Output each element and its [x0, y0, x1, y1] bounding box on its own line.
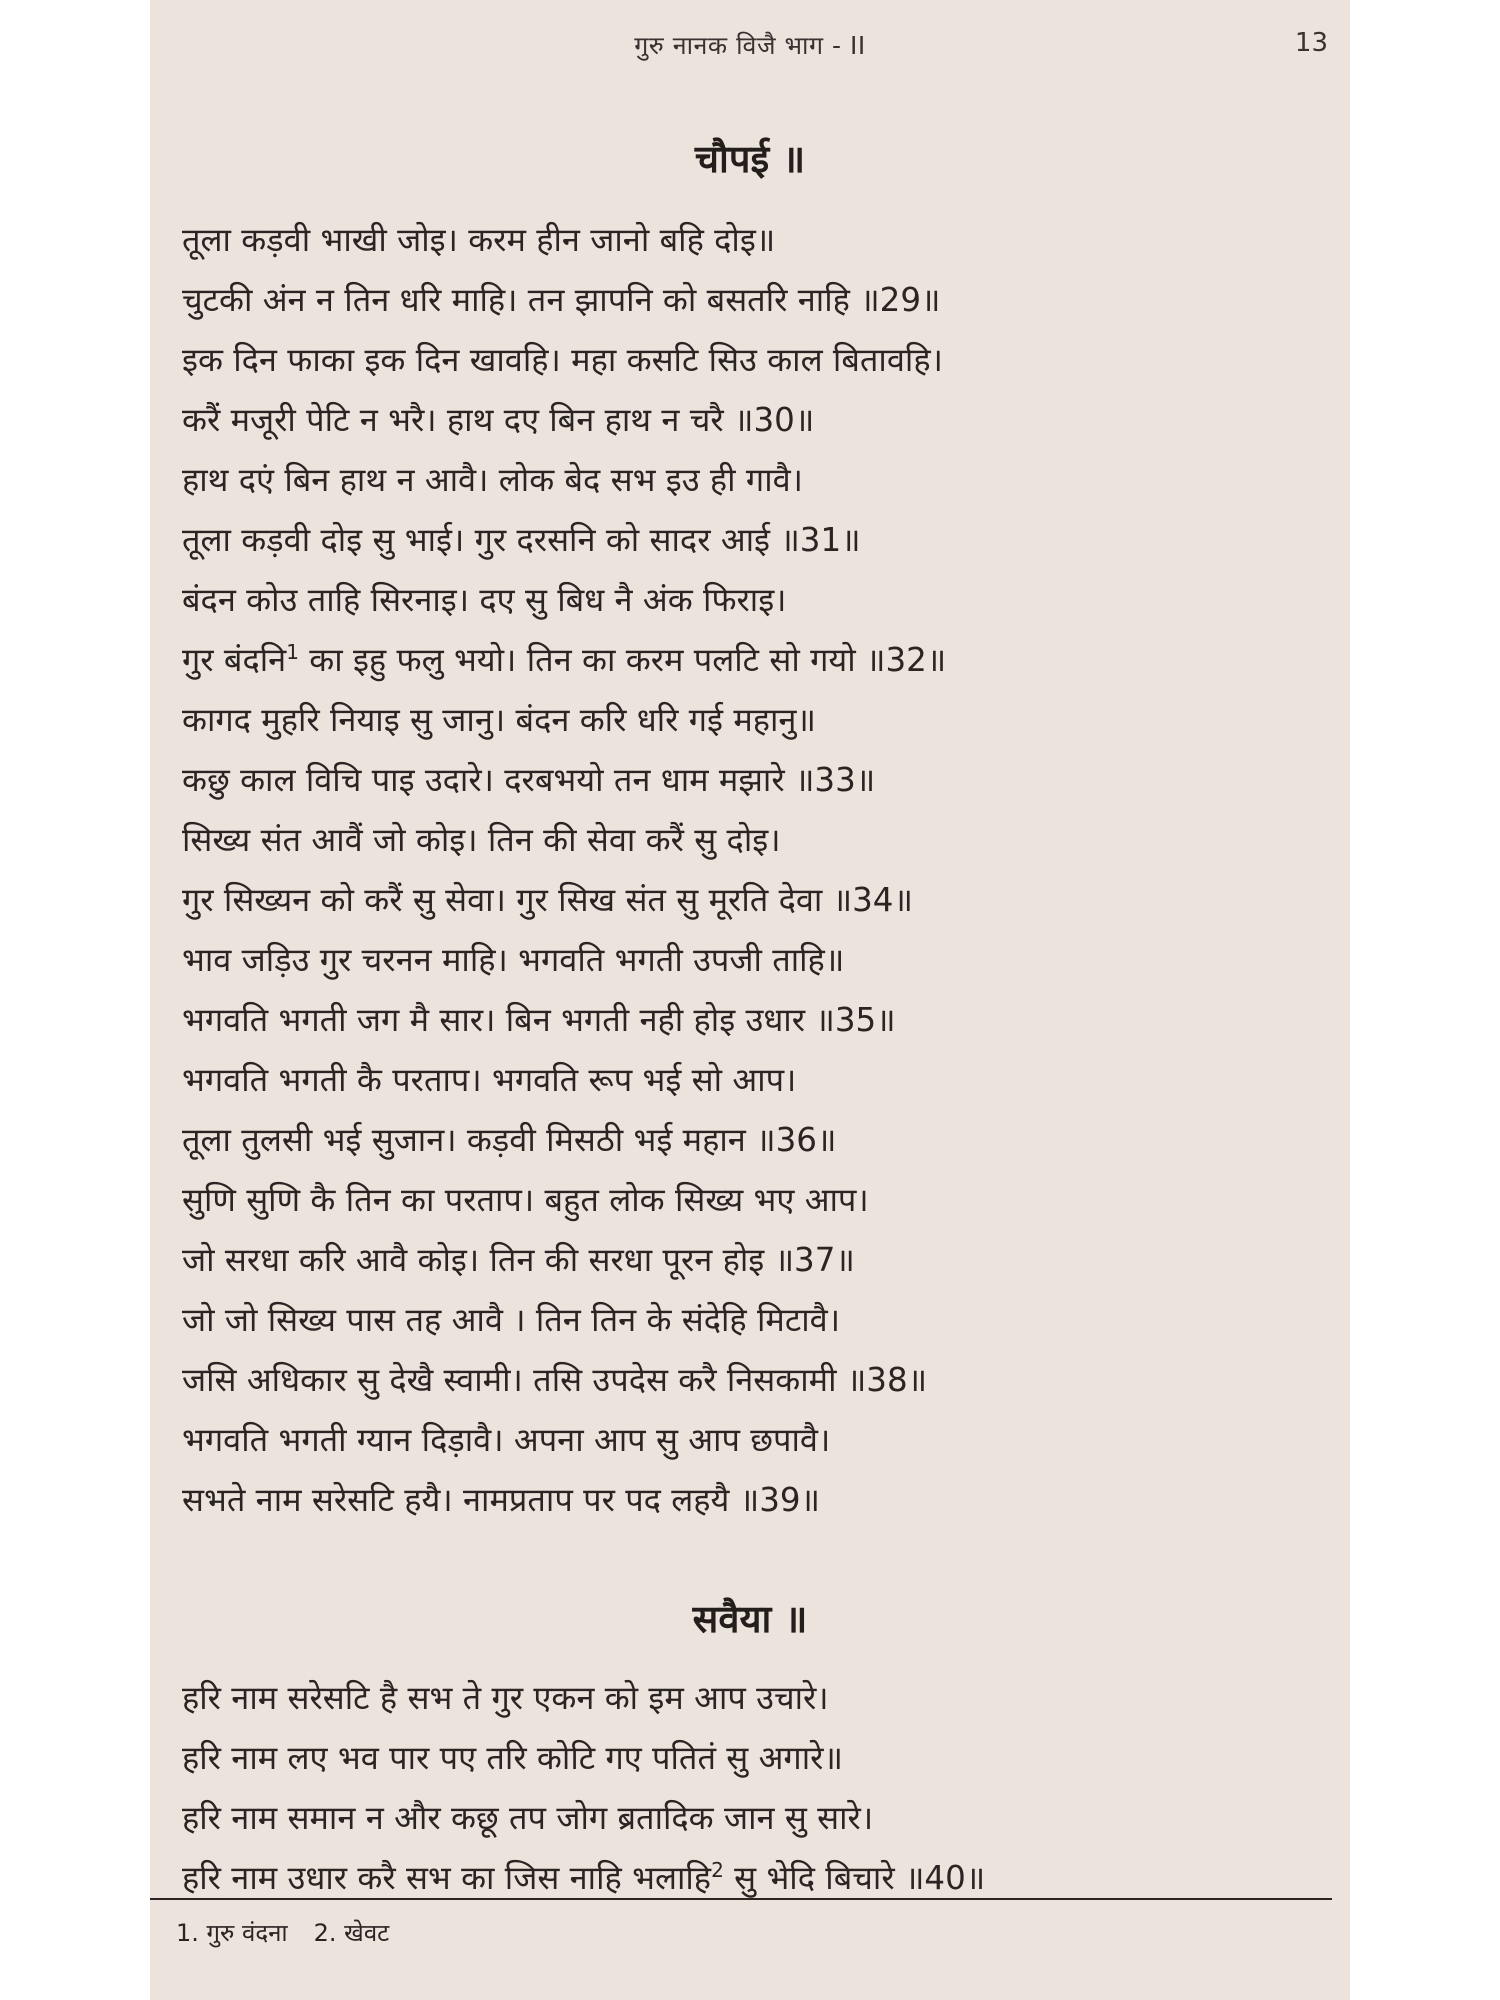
footnote-marker: 1 [286, 640, 299, 665]
verse-line-with-footnote [182, 630, 946, 690]
verse-line: कछु काल विचि पाइ उदारे। दरबभयो तन धाम मझारे ॥33॥ [182, 761, 876, 799]
verse-line: जसि अधिकार सु देखै स्वामी। तसि उपदेस करै निसकामी ॥38॥ [182, 1361, 928, 1399]
verse-line: सुणि सुणि कै तिन का परताप। बहुत लोक सिख्य भए आप। [182, 1181, 869, 1219]
footnote-1: 1. गुरु वंदना [176, 1919, 288, 1947]
verse-line: हरि नाम सरेसटि है सभ ते गुर एकन को इम आप उचारे। [182, 1679, 829, 1717]
verse-line: इक दिन फाका इक दिन खावहि। महा कसटि सिउ काल बितावहि। [182, 341, 943, 379]
verse-text: सु भेदि बिचारे ॥40॥ [723, 1859, 986, 1897]
verse-line: बंदन कोउ ताहि सिरनाइ। दए सु बिध नै अंक फिराइ। [182, 581, 787, 619]
verse-line: तूला कड़वी दोइ सु भाई। गुर दरसनि को सादर आई ॥31॥ [182, 521, 861, 559]
verse-line: हरि नाम लए भव पार पए तरि कोटि गए पतितं सु अगारे॥ [182, 1739, 843, 1777]
verse-line: जो जो सिख्य पास तह आवै । तिन तिन के संदेहि मिटावै। [182, 1301, 841, 1339]
verse-line: कागद मुहरि नियाइ सु जानु। बंदन करि धरि गई महानु॥ [182, 701, 816, 739]
verse-text: का इहु फलु भयो। तिन का करम पलटि सो गयो ॥32॥ [298, 641, 947, 679]
verse-text: गुर बंदनि [182, 641, 287, 679]
footnote-2: 2. खेवट [313, 1919, 390, 1947]
verse-text: हरि नाम उधार करै सभ का जिस नाहि भलाहि [182, 1859, 712, 1897]
section-heading-chaupai: चौपई ॥ [694, 137, 806, 181]
page-number: 13 [1294, 28, 1328, 58]
book-page [150, 0, 1350, 2000]
verse-line: हरि नाम समान न और कछू तप जोग ब्रतादिक जान सु सारे। [182, 1799, 874, 1837]
verse-line: करैं मजूरी पेटि न भरै। हाथ दए बिन हाथ न चरै ॥30॥ [182, 401, 815, 439]
running-header: गुरु नानक विजै भाग - II [634, 31, 866, 60]
verse-line: सभते नाम सरेसटि हयै। नामप्रताप पर पद लहयै ॥39॥ [182, 1481, 821, 1519]
verse-line: सिख्य संत आवैं जो कोइ। तिन की सेवा करैं सु दोइ। [182, 821, 781, 859]
verse-line: भगवति भगती ग्यान दिड़ावै। अपना आप सु आप छपावै। [182, 1421, 831, 1459]
verse-line: चुटकी अंन न तिन धरि माहि। तन झापनि को बसतरि नाहि ॥29॥ [182, 281, 941, 319]
verse-line: तूला कड़वी भाखी जोइ। करम हीन जानो बहि दोइ॥ [182, 221, 776, 259]
chaupai-verses [182, 210, 946, 1530]
section-heading-savaiya: सवैया ॥ [692, 1597, 808, 1641]
footnote-divider [150, 1898, 1332, 1900]
verse-line: भगवति भगती जग मै सार। बिन भगती नही होइ उधार ॥35॥ [182, 1001, 896, 1039]
verse-line: भगवति भगती कै परताप। भगवति रूप भई सो आप। [182, 1061, 797, 1099]
footnotes [176, 1916, 389, 1949]
verse-line: तूला तुलसी भई सुजान। कड़वी मिसठी भई महान ॥36॥ [182, 1121, 837, 1159]
verse-line: जो सरधा करि आवै कोइ। तिन की सरधा पूरन होइ ॥37॥ [182, 1241, 855, 1279]
footnote-marker: 2 [711, 1858, 724, 1883]
verse-line: भाव जड़िउ गुर चरनन माहि। भगवति भगती उपजी ताहि॥ [182, 941, 845, 979]
savaiya-verses [182, 1668, 985, 1908]
verse-line: गुर सिख्यन को करैं सु सेवा। गुर सिख संत सु मूरति देवा ॥34॥ [182, 881, 913, 919]
verse-line: हाथ दएं बिन हाथ न आवै। लोक बेद सभ इउ ही गावै। [182, 461, 803, 499]
